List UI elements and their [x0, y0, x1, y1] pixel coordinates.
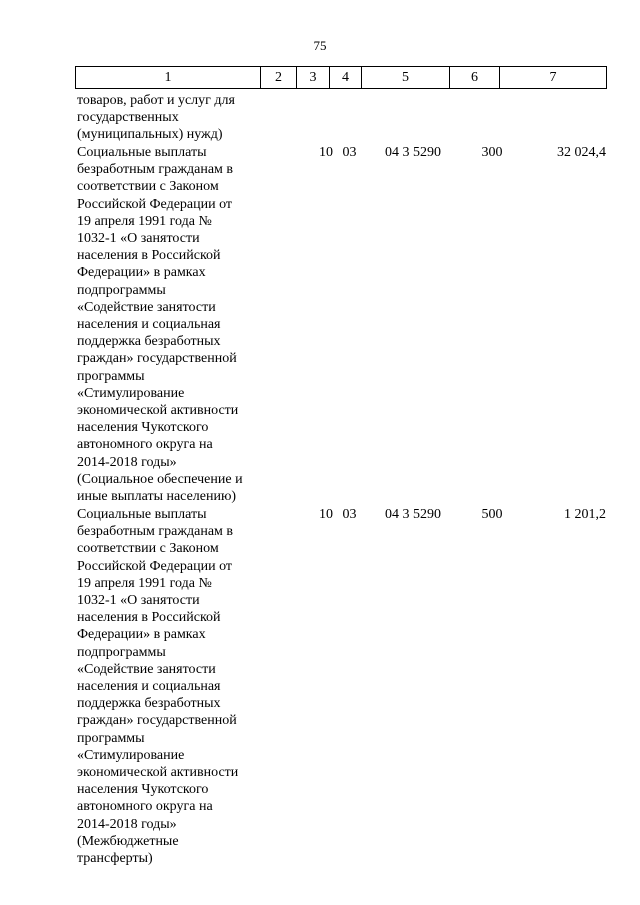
column-header-3: 3: [297, 67, 330, 89]
row-target-code: 04 3 5290: [385, 145, 441, 160]
row-expense-type: 300: [481, 145, 503, 160]
column-header-4: 4: [330, 67, 362, 89]
table-header-row: [76, 67, 607, 89]
row-description: Социальные выплаты безработным гражданам в соответствии с Законом Российской Федерации от 19 апреля 1991 года № 1032-1 «О занятости населения в Российской Федерации» в рамках подпрограммы «Содействие занятости населения и социальная поддержка безработных граждан» государственной программы «Стимулирование экономической активности населения Чукотского автономного округа на 2014-2018 годы» (Межбюджетные трансферты): [77, 507, 239, 867]
table-header: [75, 66, 607, 89]
row-amount: 32 024,4: [557, 145, 606, 160]
continuation-text: товаров, работ и услуг для государственных (муниципальных) нужд): [77, 93, 235, 143]
row-section: 10: [319, 507, 333, 522]
column-header-6: 6: [450, 67, 500, 89]
row-subsection: 03: [342, 145, 357, 160]
row-subsection: 03: [342, 507, 357, 522]
page-number: 75: [313, 38, 327, 53]
row-description: Социальные выплаты безработным гражданам в соответствии с Законом Российской Федерации от 19 апреля 1991 года № 1032-1 «О занятости населения в Российской Федерации» в рамках подпрограммы «Содействие занятости населения и социальная поддержка безработных граждан» государственной программы «Стимулирование экономической активности населения Чукотского автономного округа на 2014-2018 годы» (Социальное обеспечение и иные выплаты населению): [77, 145, 243, 505]
column-header-2: 2: [261, 67, 297, 89]
row-target-code: 04 3 5290: [385, 507, 441, 522]
row-section: 10: [319, 145, 333, 160]
row-amount: 1 201,2: [564, 507, 606, 522]
column-header-7: 7: [500, 67, 607, 89]
column-header-1: 1: [76, 67, 261, 89]
column-header-5: 5: [362, 67, 450, 89]
row-expense-type: 500: [481, 507, 503, 522]
